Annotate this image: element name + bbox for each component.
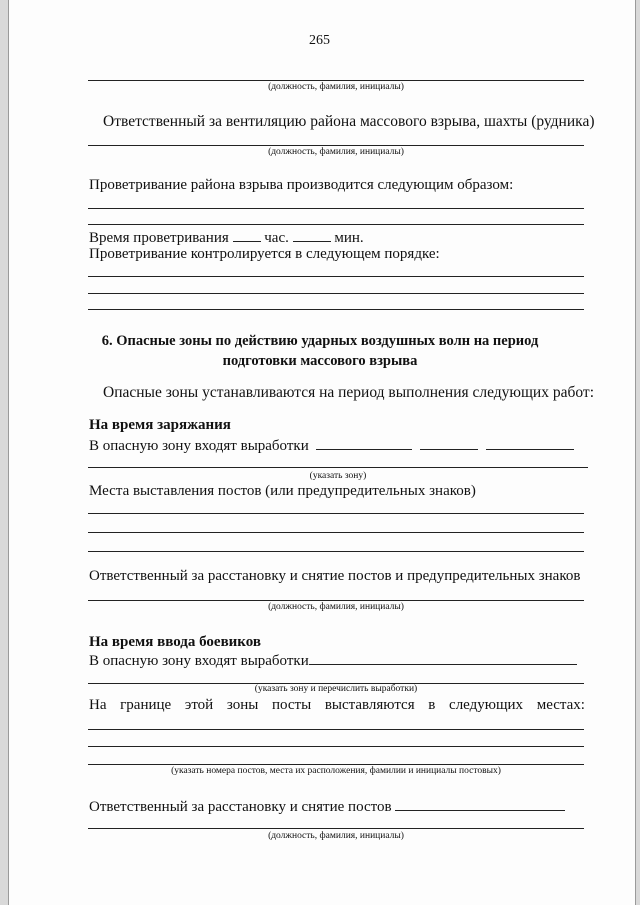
primers-title: На время ввода боевиков xyxy=(89,634,261,650)
zone-blank-1 xyxy=(316,436,412,450)
ventilation-control-text: Проветривание контролируется в следующем порядке: xyxy=(89,246,440,262)
border-posts-row xyxy=(89,697,585,714)
section-6-heading xyxy=(40,331,600,371)
primers-zone-text: В опасную зону входят выработки xyxy=(89,653,309,669)
ventilation-method-text: Проветривание района взрыва производится следующим образом: xyxy=(89,177,514,193)
signature-line xyxy=(88,828,584,829)
fill-line xyxy=(88,764,584,765)
fill-line xyxy=(88,276,584,277)
final-responsible-row xyxy=(89,797,565,816)
minutes-blank xyxy=(293,228,331,242)
caption-position-name: (должность, фамилия, инициалы) xyxy=(268,831,404,841)
charging-title: На время заряжания xyxy=(89,417,231,433)
ventilation-time-row xyxy=(89,228,364,247)
border-word: в xyxy=(428,697,436,713)
vent-minutes-label: мин. xyxy=(334,230,364,246)
primers-zone-row xyxy=(89,651,577,670)
final-responsible-text: Ответственный за расстановку и снятие постов xyxy=(89,799,392,815)
border-word: посты xyxy=(271,697,312,713)
page-number: 265 xyxy=(309,33,330,48)
border-word: выставляются xyxy=(324,697,415,713)
zone-blank-2 xyxy=(420,436,478,450)
posts-places-text: Места выставления постов (или предупредительных знаков) xyxy=(89,483,476,499)
border-word: На xyxy=(89,697,107,713)
border-word: границе xyxy=(120,697,172,713)
fill-line xyxy=(88,208,584,209)
hours-blank xyxy=(233,228,261,242)
caption-specify-zone: (указать зону) xyxy=(309,471,367,481)
fill-line xyxy=(88,729,584,730)
posts-responsible-text: Ответственный за расстановку и снятие постов и предупредительных знаков xyxy=(89,568,581,584)
border-word: зоны xyxy=(226,697,259,713)
fill-line xyxy=(88,532,584,533)
border-word: этой xyxy=(184,697,214,713)
fill-line xyxy=(88,293,584,294)
caption-position-name: (должность, фамилия, инициалы) xyxy=(268,82,404,92)
fill-line xyxy=(88,513,584,514)
charging-zone-text: В опасную зону входят выработки xyxy=(89,438,309,454)
section-6-intro: Опасные зоны устанавливаются на период выполнения следующих работ: xyxy=(103,384,594,401)
fill-line xyxy=(88,309,584,310)
border-word: местах: xyxy=(536,697,585,713)
fill-line xyxy=(88,467,588,468)
fill-line xyxy=(88,746,584,747)
vent-hours-label: час. xyxy=(264,230,289,246)
fill-line xyxy=(88,224,584,225)
caption-position-name: (должность, фамилия, инициалы) xyxy=(268,147,404,157)
caption-specify-posts: (указать номера постов, места их расположения, фамилии и инициалы постовых) xyxy=(171,766,501,776)
vent-time-label: Время проветривания xyxy=(89,230,229,246)
signature-line xyxy=(88,600,584,601)
final-responsible-blank xyxy=(395,797,565,811)
zone-blank-3 xyxy=(486,436,574,450)
section-6-heading-line2: подготовки массового взрыва xyxy=(222,353,418,369)
primers-zone-blank xyxy=(309,651,577,665)
charging-zone-row xyxy=(89,436,574,455)
signature-line xyxy=(88,80,584,81)
caption-position-name: (должность, фамилия, инициалы) xyxy=(268,602,404,612)
signature-line xyxy=(88,145,584,146)
caption-specify-zone-list: (указать зону и перечислить выработки) xyxy=(254,684,418,694)
section-6-heading-line1: 6. Опасные зоны по действию ударных воздушных волн на период xyxy=(101,333,539,349)
ventilation-responsible-text: Ответственный за вентиляцию района массового взрыва, шахты (рудника) xyxy=(103,113,595,130)
border-word: следующих xyxy=(449,697,524,713)
fill-line xyxy=(88,551,584,552)
